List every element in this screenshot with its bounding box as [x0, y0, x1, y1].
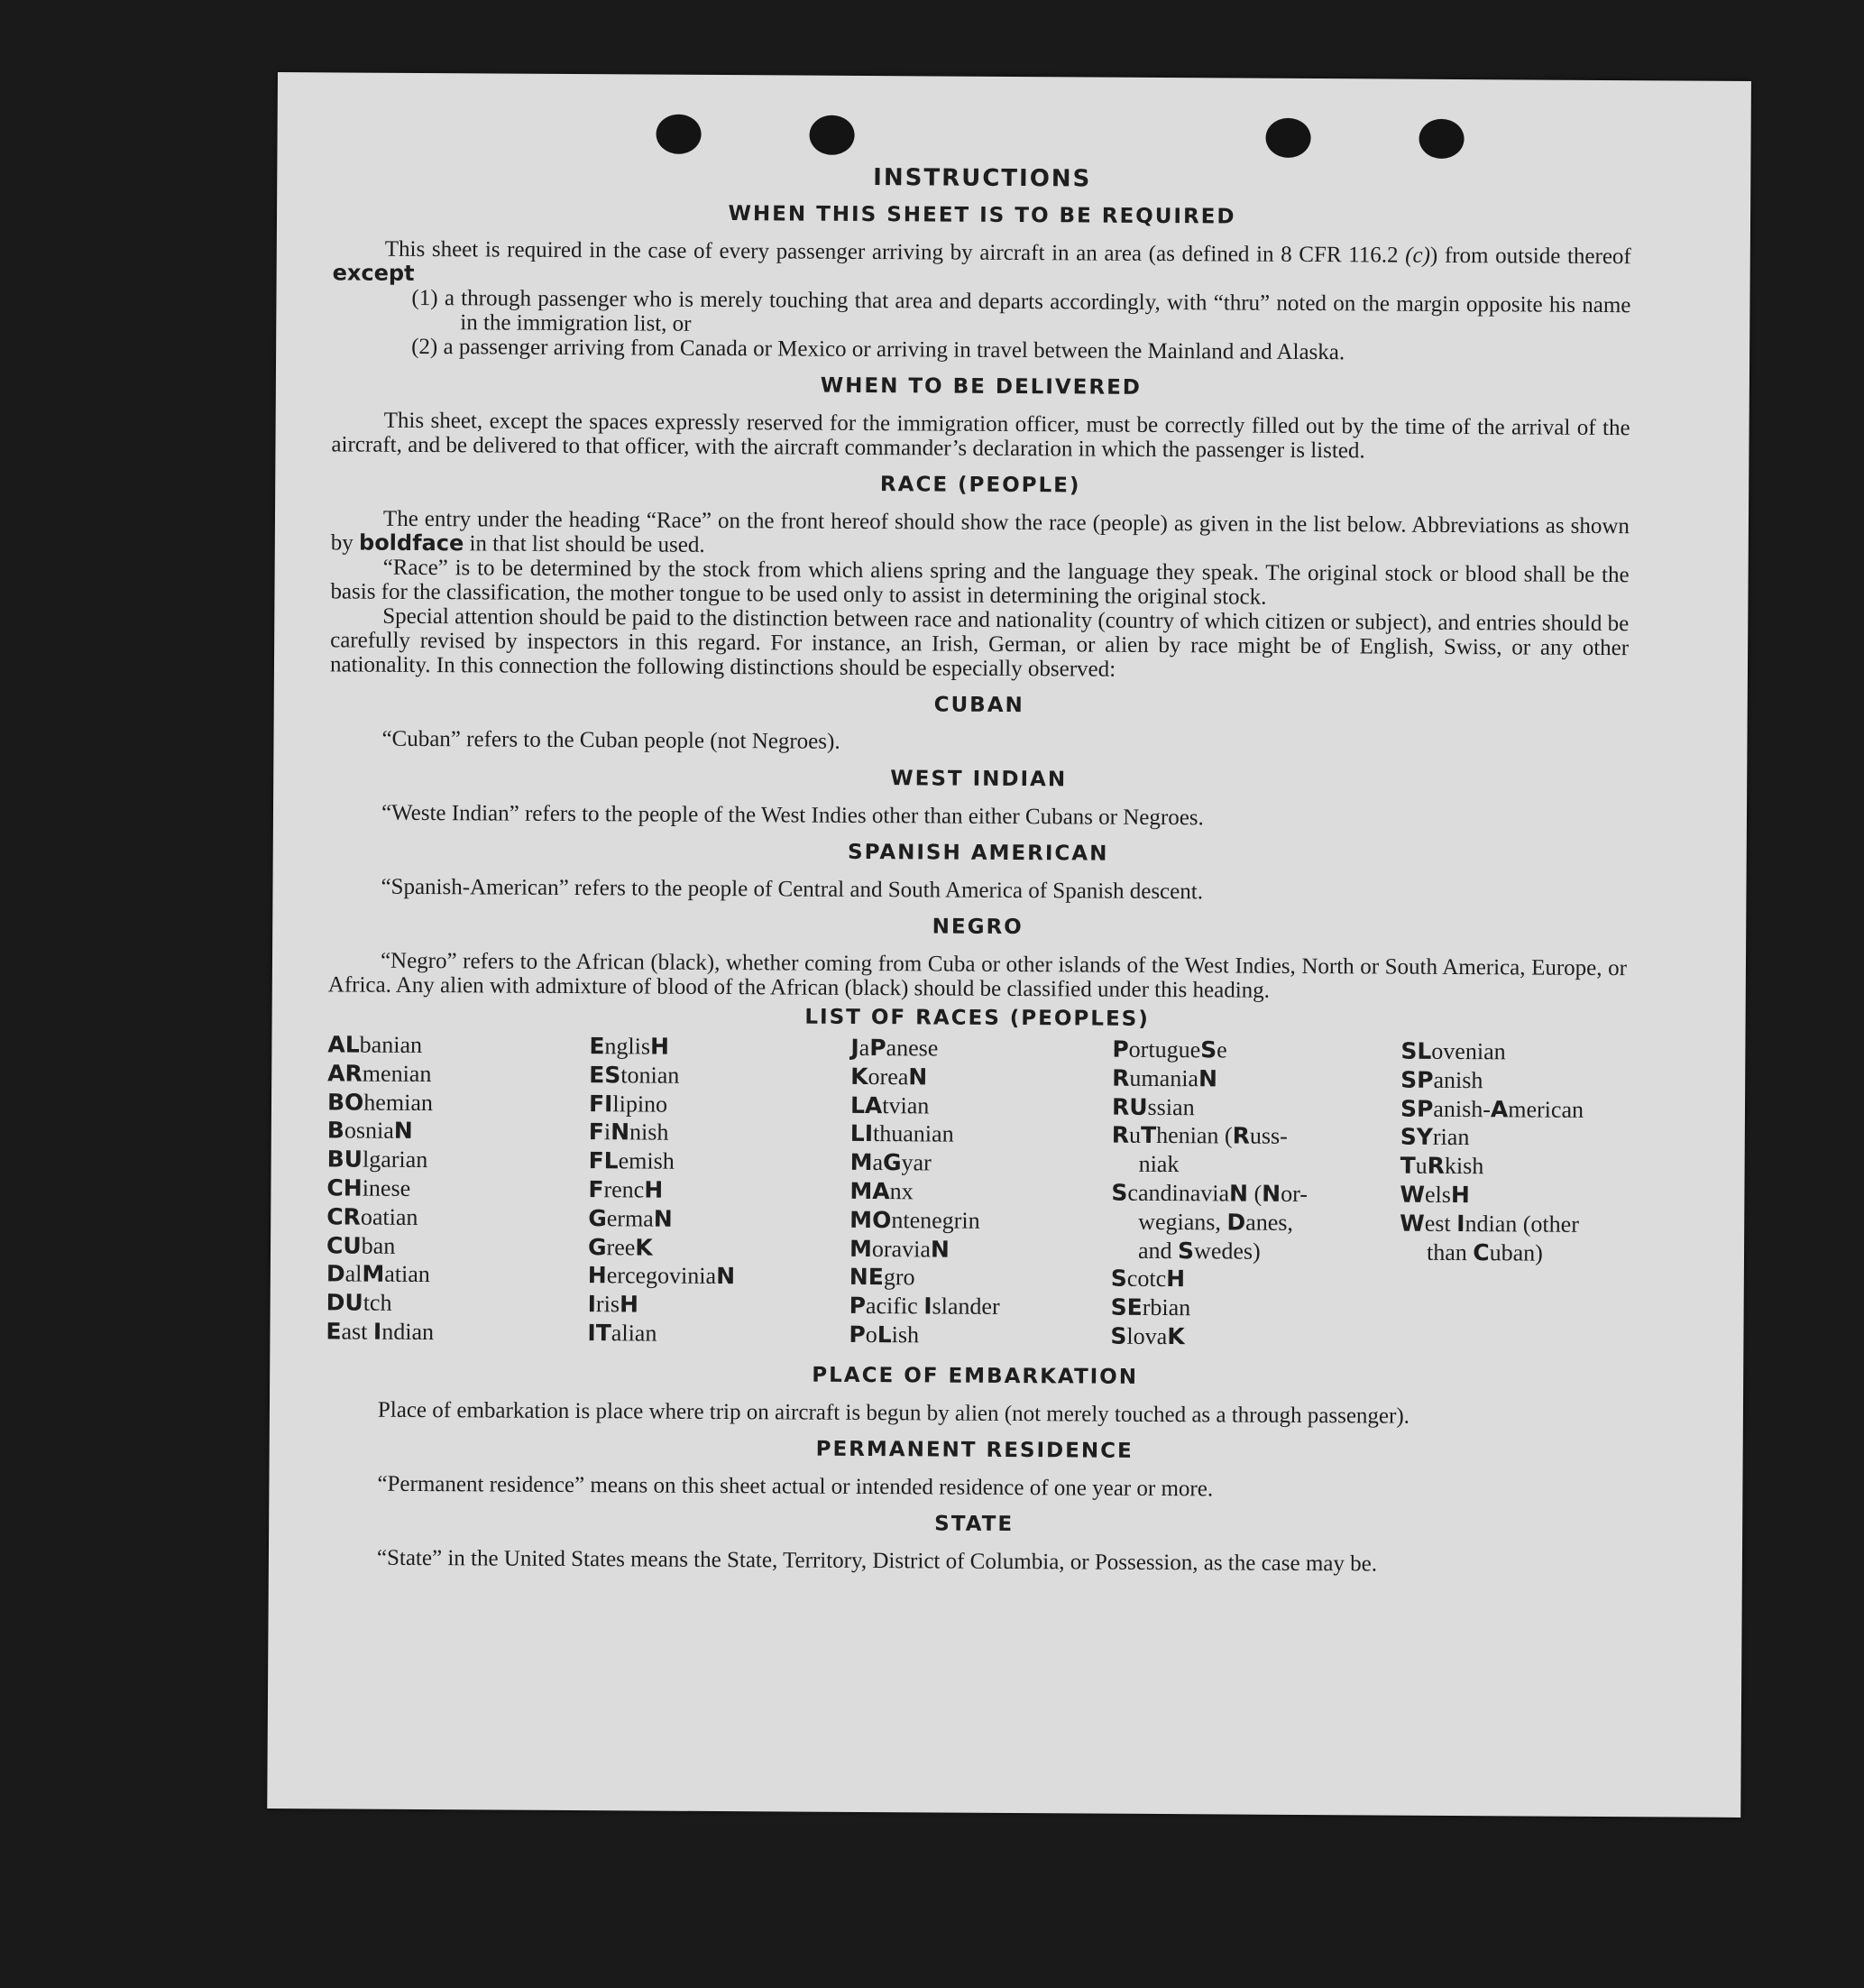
race-column-4 [1110, 1037, 1400, 1355]
race-entry: IrisH [587, 1291, 639, 1318]
residence-text: “Permanent residence” means on this sheet actual or intended residence of one year or more. [377, 1471, 1214, 1502]
race-entry: GreeK [587, 1233, 653, 1261]
race-entry: than Cuban) [1426, 1238, 1543, 1266]
race-entry: FrencH [588, 1176, 664, 1203]
section-heading-negro: NEGRO [932, 915, 1024, 940]
section-heading-race: RACE (PEOPLE) [879, 473, 1081, 498]
race-entry: SPanish [1400, 1066, 1483, 1093]
race-entry: West Indian (other [1400, 1210, 1580, 1238]
race-entry: TuRkish [1400, 1152, 1484, 1180]
race-entry: ITalian [587, 1320, 657, 1347]
race-entry: RUssian [1111, 1093, 1195, 1120]
race-entry: Pacific Islander [849, 1293, 1000, 1321]
race-entry: niak [1138, 1151, 1180, 1178]
race-paragraph-2: “Race” is to be determined by the stock from which aliens spring and the language they speak. The original stock or blood shall be the basis for the classification, the mother tongue to be used only to assist in determining the original stock. [330, 555, 1630, 610]
race-entry: DUtch [326, 1289, 392, 1316]
section-heading-spanish-american: SPANISH AMERICAN [847, 840, 1109, 866]
race-entry: wegians, Danes, [1138, 1208, 1294, 1236]
spanish-american-text: “Spanish-American” refers to the people of Central and South America of Spanish descent. [381, 874, 1204, 905]
west-indian-text: “Weste Indian” refers to the people of the West Indies other than either Cubans or Negroes. [381, 800, 1204, 831]
section-heading-race-list: LIST OF RACES (PEOPLES) [804, 1005, 1150, 1031]
race-entry: LAtvian [849, 1091, 930, 1119]
race-entry: MaGyar [849, 1149, 932, 1176]
race-entry: RuThenian (Russ- [1111, 1122, 1288, 1150]
race-entry: SYrian [1400, 1124, 1470, 1151]
embarkation-text: Place of embarkation is place where trip on aircraft is begun by alien (not merely touched as a through passenger). [377, 1397, 1410, 1429]
race-entry: LIthuanian [849, 1120, 954, 1147]
race-column-1 [326, 1032, 589, 1349]
race-entry: CHinese [326, 1174, 411, 1201]
race-entry: DalMatian [326, 1260, 430, 1288]
race-entry: CUban [326, 1231, 396, 1259]
race-entry: CRoatian [326, 1203, 418, 1230]
race-entry: SlovaK [1110, 1322, 1185, 1350]
punch-hole [656, 115, 701, 154]
race-entry: and Swedes) [1137, 1237, 1261, 1265]
race-column-3 [849, 1035, 1112, 1353]
negro-text: “Negro” refers to the African (black), whether coming from Cuba or other islands of the West Indies, North or South America, Europe, or Africa. Any alien with admixture of blood of the African (black) should be classified under this heading. [327, 948, 1628, 1003]
race-entry: FiNnish [588, 1118, 669, 1146]
section-heading-delivered: WHEN TO BE DELIVERED [820, 373, 1143, 400]
document-sheet [267, 72, 1751, 1818]
section-heading-required: WHEN THIS SHEET IS TO BE REQUIRED [728, 202, 1236, 229]
race-entry: FIlipino [588, 1090, 668, 1118]
punch-hole [1265, 118, 1310, 158]
punch-hole [1419, 119, 1464, 159]
race-entry: SLovenian [1400, 1037, 1506, 1065]
section-heading-embarkation: PLACE OF EMBARKATION [812, 1363, 1139, 1389]
section-heading-residence: PERMANENT RESIDENCE [815, 1437, 1134, 1463]
race-entry: FLemish [588, 1147, 675, 1174]
race-entry: MOntenegrin [849, 1206, 980, 1234]
race-entry: SErbian [1110, 1293, 1191, 1321]
required-item-1: (1) a through passenger who is merely touching that area and departs accordingly, with “thru” noted on the margin opposite his name in the immigration list, or [411, 285, 1631, 336]
race-entry: RumaniaN [1112, 1064, 1218, 1092]
race-entry: JaPanese [850, 1034, 939, 1062]
race-entry: PoLish [849, 1321, 920, 1348]
race-entry: MoraviaN [849, 1235, 950, 1263]
race-column-5 [1399, 1039, 1626, 1356]
punch-hole [809, 115, 854, 155]
race-entry: BosniaN [326, 1117, 413, 1145]
race-paragraph-3: Special attention should be paid to the distinction between race and nationality (country of which citizen or subject), and entries should be carefully revised by inspectors in this regard. For instance, an Irish, German, or alien by race might be of English, Swiss, or any other nationality. In this connection the following distinctions should be especially observed: [329, 603, 1630, 682]
race-entry: BOhemian [326, 1088, 434, 1116]
race-entry: ScotcH [1110, 1266, 1186, 1293]
required-intro: This sheet is required in the case of every passenger arriving by aircraft in an area (as defined in 8 CFR 116.2 (c)) from outside thereof except [332, 236, 1631, 286]
race-entry: East Indian [326, 1318, 435, 1346]
race-entry: ScandinaviaN (Nor- [1111, 1179, 1308, 1207]
race-entry: KoreaN [850, 1063, 928, 1091]
state-text: “State” in the United States means the State, Territory, District of Columbia, or Possession, as the case may be. [376, 1545, 1378, 1577]
race-entry: EnglisH [589, 1033, 670, 1060]
section-heading-cuban: CUBAN [933, 693, 1024, 718]
race-entry: GermaN [588, 1204, 673, 1232]
race-column-2 [587, 1034, 850, 1351]
delivered-text: This sheet, except the spaces expressly reserved for the immigration officer, must be correctly filled out by the time of the arrival of the aircraft, and be delivered to that officer, with the aircraft commander’s declaration in which the passenger is listed. [331, 408, 1630, 464]
section-heading-state: STATE [934, 1512, 1015, 1536]
race-list [326, 1032, 1626, 1356]
document-body [325, 162, 1632, 1578]
race-entry: PortugueSe [1112, 1035, 1227, 1063]
required-item-2: (2) a passenger arriving from Canada or Mexico or arriving in travel between the Mainland and Alaska. [411, 334, 1345, 365]
race-entry: MAnx [849, 1177, 914, 1205]
race-entry: HercegoviniaN [587, 1262, 736, 1290]
race-entry: BUlgarian [326, 1146, 428, 1173]
race-entry: NEgro [849, 1264, 915, 1291]
race-entry: WelsH [1400, 1181, 1470, 1209]
race-entry: ARmenian [327, 1060, 432, 1087]
document-title: INSTRUCTIONS [873, 164, 1092, 193]
section-heading-west-indian: WEST INDIAN [890, 767, 1068, 792]
race-paragraph-1: The entry under the heading “Race” on the front hereof should show the race (people) as given in the list below. Abbreviations as shown by boldface in that list should be used. [330, 506, 1630, 557]
race-entry: EStonian [589, 1061, 680, 1089]
race-entry: SPanish-American [1400, 1095, 1584, 1123]
cuban-text: “Cuban” refers to the Cuban people (not Negroes). [381, 726, 840, 754]
race-entry: ALbanian [327, 1031, 423, 1058]
